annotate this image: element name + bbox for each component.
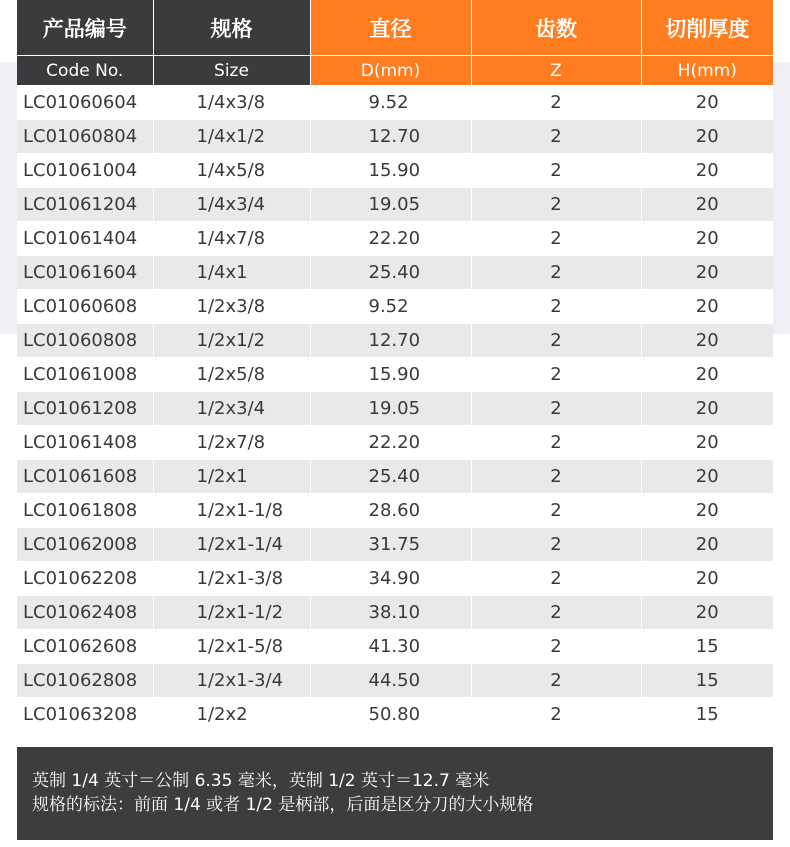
cell-height: 20 — [641, 256, 773, 290]
note-box — [17, 747, 773, 840]
cell-teeth: 2 — [471, 154, 641, 188]
cell-height: 20 — [641, 154, 773, 188]
cell-size: 1/2x1-1/8 — [153, 494, 310, 528]
cell-height: 15 — [641, 698, 773, 732]
header-size-zh: 规格 — [153, 0, 310, 56]
cell-teeth: 2 — [471, 426, 641, 460]
cell-teeth: 2 — [471, 222, 641, 256]
cell-teeth: 2 — [471, 664, 641, 698]
table-row — [17, 324, 773, 358]
cell-teeth: 2 — [471, 290, 641, 324]
cell-teeth: 2 — [471, 528, 641, 562]
cell-teeth: 2 — [471, 494, 641, 528]
cell-size: 1/4x1/2 — [153, 120, 310, 154]
table-row — [17, 630, 773, 664]
cell-diameter: 19.05 — [310, 188, 471, 222]
cell-size: 1/2x1-3/4 — [153, 664, 310, 698]
cell-height: 20 — [641, 528, 773, 562]
header-code-zh: 产品编号 — [17, 0, 153, 56]
cell-size: 1/2x3/8 — [153, 290, 310, 324]
cell-size: 1/2x1/2 — [153, 324, 310, 358]
header-row-english — [17, 56, 773, 86]
cell-size: 1/4x7/8 — [153, 222, 310, 256]
table-row — [17, 188, 773, 222]
cell-teeth: 2 — [471, 358, 641, 392]
header-teeth-zh: 齿数 — [471, 0, 641, 56]
table-row — [17, 120, 773, 154]
cell-height: 20 — [641, 358, 773, 392]
cell-diameter: 12.70 — [310, 120, 471, 154]
cell-diameter: 34.90 — [310, 562, 471, 596]
cell-code: LC01061204 — [17, 188, 153, 222]
cell-size: 1/2x1-1/4 — [153, 528, 310, 562]
table-row — [17, 392, 773, 426]
table-row — [17, 562, 773, 596]
table-row — [17, 358, 773, 392]
cell-code: LC01061008 — [17, 358, 153, 392]
spec-table — [17, 0, 773, 731]
cell-height: 20 — [641, 392, 773, 426]
cell-size: 1/2x1-3/8 — [153, 562, 310, 596]
cell-height: 20 — [641, 494, 773, 528]
cell-code: LC01060804 — [17, 120, 153, 154]
spec-table-container — [17, 0, 773, 731]
cell-code: LC01060808 — [17, 324, 153, 358]
cell-teeth: 2 — [471, 698, 641, 732]
cell-size: 1/4x5/8 — [153, 154, 310, 188]
cell-code: LC01061404 — [17, 222, 153, 256]
cell-height: 20 — [641, 222, 773, 256]
cell-size: 1/2x1-5/8 — [153, 630, 310, 664]
header-height-en: H(mm) — [641, 56, 773, 86]
header-row-chinese — [17, 0, 773, 56]
cell-height: 20 — [641, 596, 773, 630]
cell-code: LC01062208 — [17, 562, 153, 596]
table-row — [17, 256, 773, 290]
cell-height: 20 — [641, 120, 773, 154]
cell-code: LC01061808 — [17, 494, 153, 528]
cell-height: 20 — [641, 562, 773, 596]
cell-code: LC01062008 — [17, 528, 153, 562]
cell-code: LC01061004 — [17, 154, 153, 188]
note-line-size-format: 规格的标法：前面 1/4 或者 1/2 是柄部，后面是区分刀的大小规格 — [32, 795, 534, 815]
cell-size: 1/4x3/8 — [153, 86, 310, 120]
table-body — [17, 86, 773, 732]
table-row — [17, 460, 773, 494]
cell-teeth: 2 — [471, 324, 641, 358]
cell-diameter: 25.40 — [310, 460, 471, 494]
table-row — [17, 86, 773, 120]
table-row — [17, 528, 773, 562]
cell-size: 1/2x1-1/2 — [153, 596, 310, 630]
table-row — [17, 426, 773, 460]
cell-code: LC01060604 — [17, 86, 153, 120]
table-row — [17, 494, 773, 528]
cell-teeth: 2 — [471, 188, 641, 222]
cell-code: LC01061208 — [17, 392, 153, 426]
cell-height: 20 — [641, 188, 773, 222]
cell-code: LC01061408 — [17, 426, 153, 460]
cell-height: 20 — [641, 290, 773, 324]
cell-diameter: 15.90 — [310, 154, 471, 188]
table-row — [17, 664, 773, 698]
cell-code: LC01063208 — [17, 698, 153, 732]
cell-teeth: 2 — [471, 596, 641, 630]
header-teeth-en: Z — [471, 56, 641, 86]
cell-code: LC01062808 — [17, 664, 153, 698]
cell-size: 1/2x7/8 — [153, 426, 310, 460]
cell-teeth: 2 — [471, 86, 641, 120]
cell-height: 20 — [641, 460, 773, 494]
cell-size: 1/2x3/4 — [153, 392, 310, 426]
cell-code: LC01061608 — [17, 460, 153, 494]
cell-diameter: 31.75 — [310, 528, 471, 562]
cell-diameter: 50.80 — [310, 698, 471, 732]
cell-teeth: 2 — [471, 630, 641, 664]
header-diameter-zh: 直径 — [310, 0, 471, 56]
cell-height: 15 — [641, 630, 773, 664]
header-size-en: Size — [153, 56, 310, 86]
cell-height: 15 — [641, 664, 773, 698]
table-row — [17, 698, 773, 732]
cell-diameter: 19.05 — [310, 392, 471, 426]
cell-diameter: 28.60 — [310, 494, 471, 528]
cell-size: 1/2x1 — [153, 460, 310, 494]
cell-teeth: 2 — [471, 256, 641, 290]
cell-diameter: 22.20 — [310, 426, 471, 460]
cell-diameter: 12.70 — [310, 324, 471, 358]
cell-diameter: 22.20 — [310, 222, 471, 256]
cell-diameter: 41.30 — [310, 630, 471, 664]
note-line-conversion: 英制 1/4 英寸＝公制 6.35 毫米，英制 1/2 英寸＝12.7 毫米 — [32, 771, 490, 791]
cell-teeth: 2 — [471, 120, 641, 154]
cell-teeth: 2 — [471, 460, 641, 494]
cell-size: 1/4x1 — [153, 256, 310, 290]
cell-height: 20 — [641, 324, 773, 358]
cell-teeth: 2 — [471, 562, 641, 596]
cell-height: 20 — [641, 86, 773, 120]
cell-height: 20 — [641, 426, 773, 460]
header-diameter-en: D(mm) — [310, 56, 471, 86]
cell-diameter: 38.10 — [310, 596, 471, 630]
cell-diameter: 25.40 — [310, 256, 471, 290]
cell-code: LC01062608 — [17, 630, 153, 664]
cell-diameter: 15.90 — [310, 358, 471, 392]
cell-code: LC01061604 — [17, 256, 153, 290]
cell-size: 1/4x3/4 — [153, 188, 310, 222]
cell-diameter: 9.52 — [310, 290, 471, 324]
table-row — [17, 222, 773, 256]
table-row — [17, 290, 773, 324]
cell-teeth: 2 — [471, 392, 641, 426]
cell-code: LC01062408 — [17, 596, 153, 630]
cell-code: LC01060608 — [17, 290, 153, 324]
cell-diameter: 9.52 — [310, 86, 471, 120]
cell-size: 1/2x5/8 — [153, 358, 310, 392]
cell-size: 1/2x2 — [153, 698, 310, 732]
header-code-en: Code No. — [17, 56, 153, 86]
table-row — [17, 596, 773, 630]
table-row — [17, 154, 773, 188]
header-height-zh: 切削厚度 — [641, 0, 773, 56]
cell-diameter: 44.50 — [310, 664, 471, 698]
